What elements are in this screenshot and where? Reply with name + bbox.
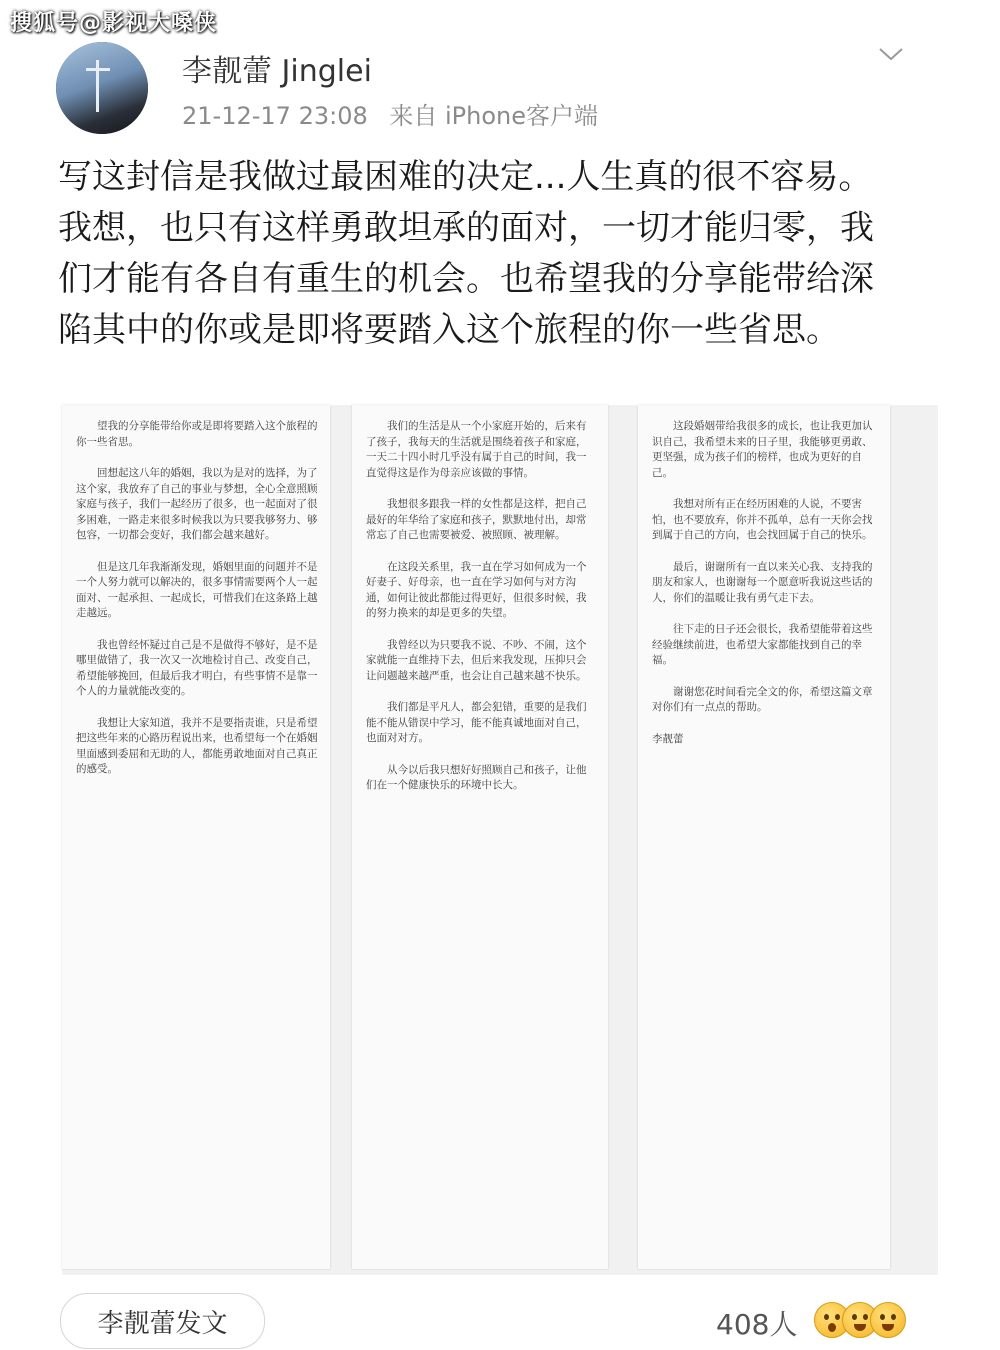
letter-paragraph: 我也曾经怀疑过自己是不是做得不够好，是不是哪里做错了，我一次又一次地检讨自己、改变自己，希望能够挽回，但最后我才明白，有些事情不是靠一个人的力量就能改变的。 bbox=[76, 638, 318, 697]
letter-paragraph: 我想对所有正在经历困难的人说，不要害怕，也不要放弃，你并不孤单，总有一天你会找到属于自己的方向，也会找回属于自己的快乐。 bbox=[652, 498, 873, 541]
post-source: 来自 iPhone客户端 bbox=[389, 102, 599, 130]
letter-paragraph: 望我的分享能带给你或是即将要踏入这个旅程的你一些省思。 bbox=[76, 420, 318, 448]
letter-paragraph: 这段婚姻带给我很多的成长，也让我更加认识自己，我希望未来的日子里，我能够更勇敢、更坚强，成为孩子们的榜样，也成为更好的自己。 bbox=[652, 420, 873, 479]
post-meta bbox=[182, 96, 598, 131]
letter-paragraph: 但是这几年我渐渐发现，婚姻里面的问题并不是一个人努力就可以解决的，很多事情需要两个人一起面对、一起承担、一起成长，可惜我们在这条路上越走越远。 bbox=[76, 560, 318, 619]
letter-paragraph: 我想让大家知道，我并不是要指责谁，只是希望把这些年来的心路历程说出来，也希望每一个在婚姻里面感到委屈和无助的人，都能勇敢地面对自己真正的感受。 bbox=[76, 716, 318, 775]
post-timestamp: 21-12-17 23:08 bbox=[182, 102, 368, 130]
avatar[interactable] bbox=[56, 42, 148, 134]
watermark: 搜狐号@影视大嗓侠 bbox=[10, 11, 218, 36]
letter-page-content bbox=[638, 405, 890, 747]
letter-paragraph: 我们都是平凡人，都会犯错，重要的是我们能不能从错误中学习，能不能真诚地面对自己，也面对对方。 bbox=[366, 701, 587, 744]
wink-emoji-icon[interactable] bbox=[870, 1302, 906, 1338]
letter-paragraph: 从今以后我只想好好照顾自己和孩子，让他们在一个健康快乐的环境中长大。 bbox=[366, 763, 587, 791]
chevron-down-icon[interactable] bbox=[876, 42, 906, 66]
post-text: 写这封信是我做过最困难的决定...人生真的很不容易。我想，也只有这样勇敢坦承的面对，一切才能归零，我们才能有各自有重生的机会。也希望我的分享能带给深陷其中的你或是即将要踏入这个旅程的你一些省思。 bbox=[58, 157, 874, 350]
letter-image[interactable] bbox=[62, 405, 938, 1275]
author-name[interactable]: 李靓蕾 Jinglei bbox=[182, 54, 372, 89]
avatar-background bbox=[56, 42, 148, 134]
letter-paragraph: 往下走的日子还会很长，我希望能带着这些经验继续前进，也希望大家都能找到自己的幸福。 bbox=[652, 623, 873, 666]
letter-paragraph: 我想很多跟我一样的女性都是这样，把自己最好的年华给了家庭和孩子，默默地付出，却常常忘了自己也需要被爱、被照顾、被理解。 bbox=[366, 498, 587, 541]
letter-page-2 bbox=[352, 405, 608, 1269]
reaction-count: 408人 bbox=[716, 1308, 798, 1341]
avatar-pole-bar bbox=[86, 68, 110, 71]
letter-page-content bbox=[352, 405, 608, 794]
letter-paragraph: 我们的生活是从一个小家庭开始的，后来有了孩子，我每天的生活就是围绕着孩子和家庭，一天二十四小时几乎没有属于自己的时间，我一直觉得这是作为母亲应该做的事情。 bbox=[366, 420, 587, 479]
letter-page-3 bbox=[638, 405, 890, 1269]
letter-signature: 李靓蕾 bbox=[652, 732, 684, 745]
topic-button[interactable]: 李靓蕾发文 bbox=[60, 1293, 265, 1349]
letter-paragraph: 我曾经以为只要我不说、不吵、不闹，这个家就能一直维持下去，但后来我发现，压抑只会让问题越来越严重，也会让自己越来越不快乐。 bbox=[366, 638, 587, 682]
letter-paragraph: 在这段关系里，我一直在学习如何成为一个好妻子、好母亲，也一直在学习如何与对方沟通，如何让彼此都能过得更好，但很多时候，我的努力换来的却是更多的失望。 bbox=[366, 560, 587, 619]
letter-paragraph: 回想起这八年的婚姻，我以为是对的选择，为了这个家，我放弃了自己的事业与梦想，全心全意照顾家庭与孩子，我们一起经历了很多，也一起面对了很多困难，一路走来很多时候我以为只要我够努力、够包容，一切都会变好，我们都会越来越好。 bbox=[76, 467, 318, 541]
letter-page-content bbox=[62, 405, 330, 778]
letter-page-1 bbox=[62, 405, 330, 1269]
letter-paragraph: 最后，谢谢所有一直以来关心我、支持我的朋友和家人，也谢谢每一个愿意听我说这些话的人，你们的温暖让我有勇气走下去。 bbox=[652, 560, 873, 604]
letter-paragraph: 谢谢您花时间看完全文的你，希望这篇文章对你们有一点点的帮助。 bbox=[652, 685, 873, 713]
